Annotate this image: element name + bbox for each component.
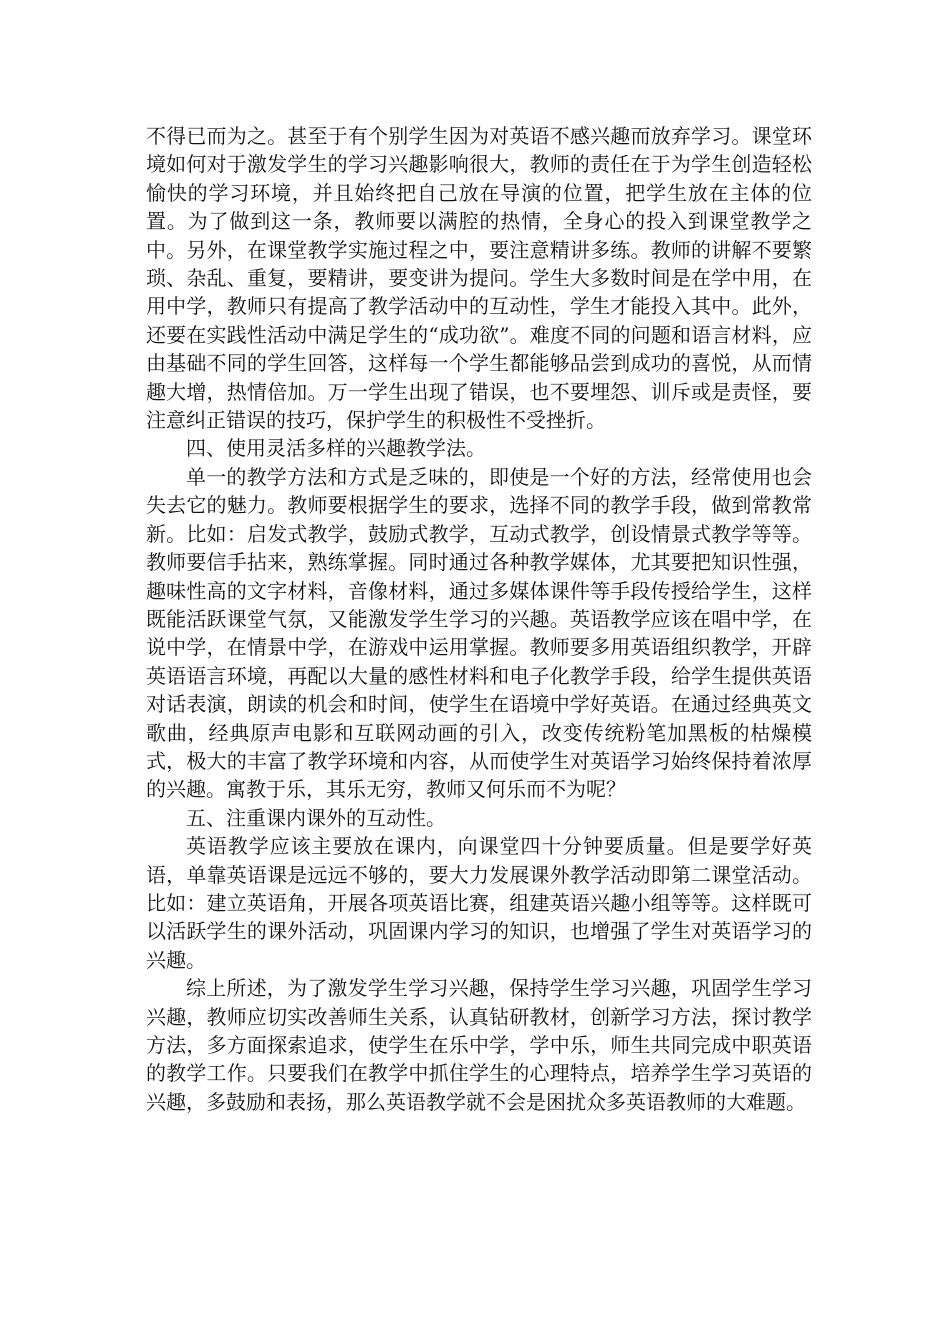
document-body: [146, 122, 812, 1116]
section-heading-4: 四、使用灵活多样的兴趣教学法。: [186, 436, 486, 461]
paragraph-in-out-class: 英语教学应该主要放在课内，向课堂四十分钟要质量。但是要学好英语，单靠英语课是远远不够的，要大力发展课外教学活动即第二课堂活动。比如：建立英语角，开展各项英语比赛，组建英语兴趣小组等等。这样既可以活跃学生的课外活动，巩固课内学习的知识，也增强了学生对英语学习的兴趣。: [146, 834, 812, 972]
paragraph-conclusion: 综上所述，为了激发学生学习兴趣，保持学生学习兴趣，巩固学生学习兴趣，教师应切实改善师生关系，认真钻研教材，创新学习方法，探讨教学方法，多方面探索追求，使学生在乐中学，学中乐，师生共同完成中职英语的教学工作。只要我们在教学中抓住学生的心理特点，培养学生学习英语的兴趣，多鼓励和表扬，那么英语教学就不会是困扰众多英语教师的大难题。: [146, 976, 812, 1114]
paragraph-teaching-methods: 单一的教学方法和方式是乏味的，即使是一个好的方法，经常使用也会失去它的魅力。教师要根据学生的要求，选择不同的教学手段，做到常教常新。比如：启发式教学，鼓励式教学，互动式教学，创设情景式教学等等。教师要信手拈来，熟练掌握。同时通过各种教学媒体，尤其要把知识性强，趣味性高的文字材料，音像材料，通过多媒体课件等手段传授给学生，这样既能活跃课堂气氛，又能激发学生学习的兴趣。英语教学应该在唱中学，在说中学，在情景中学，在游戏中运用掌握。教师要多用英语组织教学，开辟英语语言环境，再配以大量的感性材料和电子化教学手段，给学生提供英语对话表演，朗读的机会和时间，使学生在语境中学好英语。在通过经典英文歌曲，经典原声电影和互联网动画的引入，改变传统粉笔加黑板的枯燥模式，极大的丰富了教学环境和内容，从而使学生对英语学习始终保持着浓厚的兴趣。寓教于乐，其乐无穷，教师又何乐而不为呢？: [146, 464, 812, 802]
section-heading-5: 五、注重课内课外的互动性。: [186, 805, 446, 830]
paragraph-continuation: 不得已而为之。甚至于有个别学生因为对英语不感兴趣而放弃学习。课堂环境如何对于激发学生的学习兴趣影响很大，教师的责任在于为学生创造轻松愉快的学习环境，并且始终把自己放在导演的位置，把学生放在主体的位置。为了做到这一条，教师要以满腔的热情，全身心的投入到课堂教学之中。另外，在课堂教学实施过程之中，要注意精讲多练。教师的讲解不要繁琐、杂乱、重复，要精讲，要变讲为提问。学生大多数时间是在学中用，在用中学，教师只有提高了教学活动中的互动性，学生才能投入其中。此外，还要在实践性活动中满足学生的“成功欲”。难度不同的问题和语言材料，应由基础不同的学生回答，这样每一个学生都能够品尝到成功的喜悦，从而情趣大增，热情倍加。万一学生出现了错误，也不要埋怨、训斥或是责怪，要注意纠正错误的技巧，保护学生的积极性不受挫折。: [146, 124, 812, 433]
